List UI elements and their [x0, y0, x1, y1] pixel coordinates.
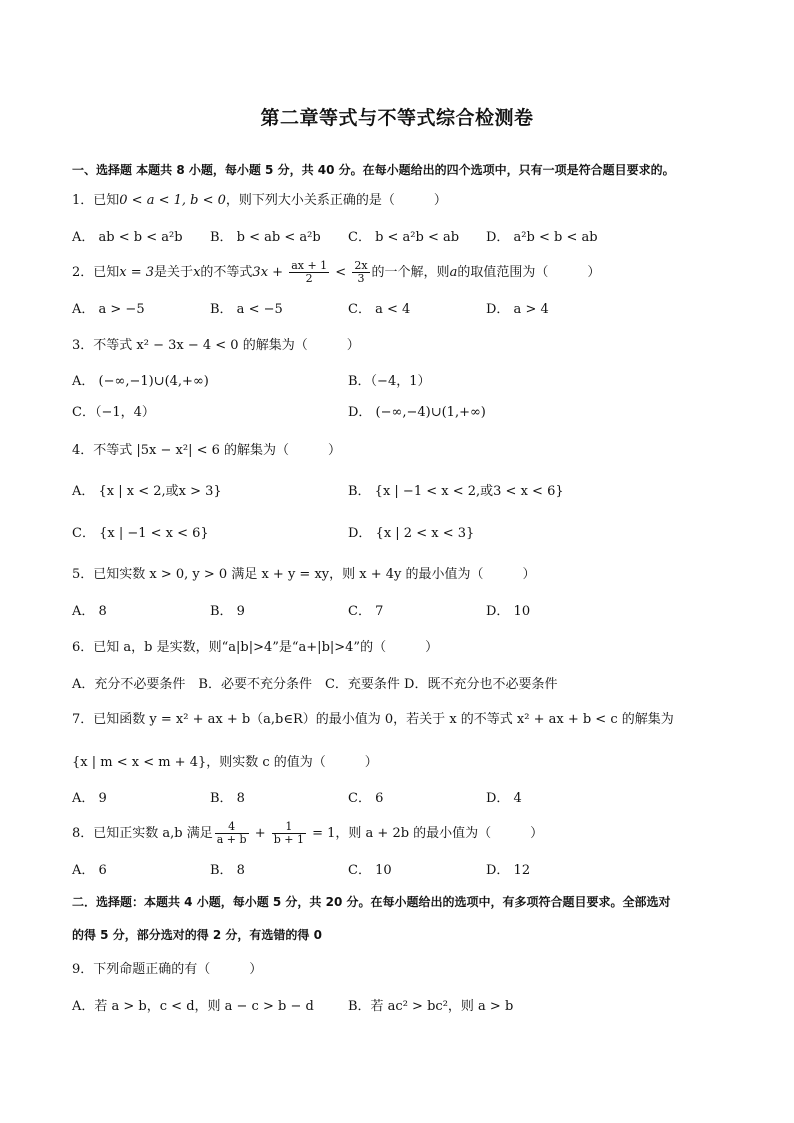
q2-ineq-b: <: [331, 265, 351, 280]
q1-post: ，则下列大小关系正确的是（ ）: [225, 193, 447, 208]
q8-frac1-den: a + b: [216, 833, 247, 846]
q7-option-a: A． 9: [72, 791, 107, 806]
q2-frac2-den: 3: [357, 272, 365, 285]
q5-option-c: C． 7: [348, 604, 384, 619]
q4-option-b: B． {x | −1 < x < 2,或3 < x < 6}: [348, 484, 564, 499]
q8-post: = 1，则 a + 2b 的最小值为（ ）: [307, 826, 544, 841]
q2-pre: 2．已知: [72, 265, 120, 280]
question-7: 7．已知函数 y = x² + ax + b（a,b∈R）的最小值为 0，若关于 x 的不等式 x² + ax + b < c 的解集为: [72, 712, 674, 727]
q2-var: x: [193, 265, 201, 280]
q4-option-d: D． {x | 2 < x < 3}: [348, 526, 475, 541]
q8-pre: 8．已知正实数 a,b 满足: [72, 826, 213, 841]
question-5: 5．已知实数 x > 0, y > 0 满足 x + y = xy，则 x + 4y 的最小值为（ ）: [72, 567, 536, 582]
q3-option-b: B．（−4，1）: [348, 374, 431, 389]
q5-option-d: D． 10: [486, 604, 531, 619]
q2-var2: a: [449, 265, 458, 280]
q3-option-c: C．（−1，4）: [72, 405, 155, 420]
q2-frac1-num: ax + 1: [291, 259, 328, 272]
q4-option-c: C． {x | −1 < x < 6}: [72, 526, 209, 541]
q5-option-a: A． 8: [72, 604, 107, 619]
q3-option-a: A． (−∞,−1)∪(4,+∞): [72, 374, 209, 389]
q2-fraction-1: [289, 260, 329, 285]
question-8: [72, 818, 543, 850]
q2-mid2: 的不等式: [200, 265, 253, 280]
q8-option-b: B． 8: [210, 863, 245, 878]
section-2-header-line-2: 的得 5 分，部分选对的得 2 分，有选错的得 0: [72, 928, 322, 942]
q8-option-a: A． 6: [72, 863, 107, 878]
q5-option-b: B． 9: [210, 604, 245, 619]
q7-option-c: C． 6: [348, 791, 384, 806]
q6-options: A．充分不必要条件 B．必要不充分条件 C．充要条件 D．既不充分也不必要条件: [72, 677, 558, 692]
q9-option-b: B．若 ac² > bc²，则 a > b: [348, 999, 514, 1014]
q2-post2: 的取值范围为（ ）: [457, 265, 601, 280]
question-1: [72, 193, 447, 209]
q2-option-b: B． a < −5: [210, 302, 283, 317]
q2-option-d: D． a > 4: [486, 302, 549, 317]
q8-frac2-den: b + 1: [273, 833, 304, 846]
q1-pre: 1．已知: [72, 193, 120, 208]
q8-frac1-num: 4: [215, 821, 249, 834]
question-7-line-2: {x | m < x < m + 4}，则实数 c 的值为（ ）: [72, 755, 378, 770]
question-9: 9．下列命题正确的有（ ）: [72, 962, 263, 977]
question-2: [72, 258, 600, 288]
q7-option-b: B． 8: [210, 791, 245, 806]
q1-cond: 0 < a < 1, b < 0: [119, 193, 226, 208]
q4-option-a: A． {x | x < 2,或x > 3}: [72, 484, 222, 499]
q2-option-c: C． a < 4: [348, 302, 411, 317]
section-2-header: 二．选择题：本题共 4 小题，每小题 5 分，共 20 分。在每小题给出的选项中，有多项符合题目要求。全部选对: [72, 895, 671, 909]
q2-mid: 是关于: [154, 265, 194, 280]
q2-frac1-den: 2: [305, 272, 313, 285]
q8-frac2-num: 1: [272, 821, 306, 834]
q2-option-a: A． a > −5: [72, 302, 145, 317]
q1-option-d: D． a²b < b < ab: [486, 230, 598, 245]
q2-ineq-a: 3x +: [252, 265, 288, 280]
q2-cond: x = 3: [119, 265, 155, 280]
q1-option-a: A． ab < b < a²b: [72, 230, 183, 245]
q7-option-d: D． 4: [486, 791, 522, 806]
q2-frac2-num: 2x: [354, 259, 368, 272]
question-4: 4．不等式 |5x − x²| < 6 的解集为（ ）: [72, 443, 342, 458]
q9-option-a: A．若 a > b，c < d，则 a − c > b − d: [72, 999, 314, 1014]
q8-option-d: D． 12: [486, 863, 531, 878]
page-title: 第二章等式与不等式综合检测卷: [260, 107, 534, 129]
q1-option-b: B． b < ab < a²b: [210, 230, 321, 245]
section-1-header: 一、选择题 本题共 8 小题，每小题 5 分，共 40 分。在每小题给出的四个选项中，只有一项是符合题目要求的。: [72, 163, 675, 177]
q3-option-d: D． (−∞,−4)∪(1,+∞): [348, 405, 486, 420]
q8-plus: +: [250, 826, 270, 841]
q8-option-c: C． 10: [348, 863, 392, 878]
question-3: 3．不等式 x² − 3x − 4 < 0 的解集为（ ）: [72, 338, 360, 353]
question-6: 6．已知 a，b 是实数，则“a|b|>4”是“a+|b|>4”的（ ）: [72, 640, 439, 655]
q2-fraction-2: [352, 260, 369, 285]
q2-post: 的一个解，则: [371, 265, 450, 280]
q8-fraction-1: [215, 821, 249, 846]
q1-option-c: C． b < a²b < ab: [348, 230, 460, 245]
q8-fraction-2: [272, 821, 306, 846]
